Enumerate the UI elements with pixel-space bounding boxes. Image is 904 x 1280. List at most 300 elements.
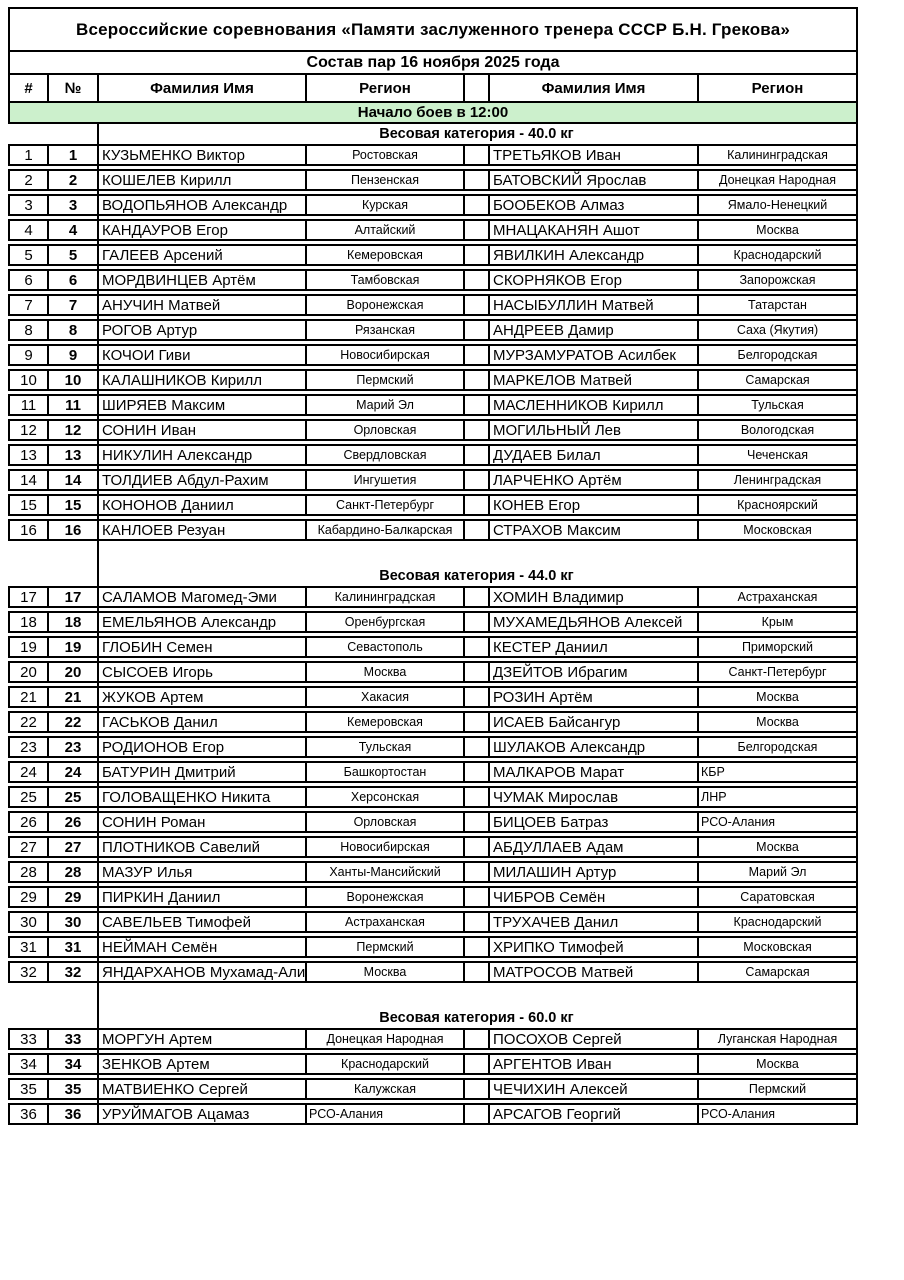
pair-row	[8, 419, 858, 441]
weight-category-label: Весовая категория - 44.0 кг	[379, 568, 574, 584]
athlete-left-name-cell: НЕЙМАН Семён	[97, 938, 305, 956]
pair-index-cell: 11	[20, 396, 37, 414]
pair-number-cell: 33	[47, 1030, 97, 1048]
athlete-left-region-cell: Рязанская	[305, 321, 463, 339]
athlete-right-region-cell: РСО-Алания	[697, 813, 856, 831]
athlete-left-region-cell: Орловская	[305, 813, 463, 831]
athlete-left-region-cell: Курская	[305, 196, 463, 214]
row-spacer-cell	[463, 613, 488, 631]
pair-index-cell: 7	[24, 296, 33, 314]
athlete-left-region-cell: Санкт-Петербург	[305, 496, 463, 514]
athlete-right-region-cell: Москва	[697, 713, 856, 731]
pair-number-cell: 11	[47, 396, 97, 414]
athlete-right-region-cell: Краснодарский	[697, 913, 856, 931]
athlete-right-name-cell: МУРЗАМУРАТОВ Асилбек	[488, 346, 697, 364]
athlete-right-region-cell: Калининградская	[697, 146, 856, 164]
row-spacer-cell	[463, 271, 488, 289]
athlete-right-region-cell: Москва	[697, 688, 856, 706]
row-spacer-cell	[463, 913, 488, 931]
athlete-left-name-cell: МАЗУР Илья	[97, 863, 305, 881]
athlete-right-region-cell: Тульская	[697, 396, 856, 414]
athlete-left-name-cell: ЗЕНКОВ Артем	[97, 1055, 305, 1073]
pair-row	[8, 611, 858, 633]
athlete-right-region-cell: Марий Эл	[697, 863, 856, 881]
column-header-spacer	[463, 75, 488, 101]
athlete-left-region-cell: Краснодарский	[305, 1055, 463, 1073]
athlete-right-region-cell: Москва	[697, 221, 856, 239]
composition-date-title	[8, 50, 858, 75]
athlete-right-region-cell: Белгородская	[697, 738, 856, 756]
athlete-right-name-cell: МИЛАШИН Артур	[488, 863, 697, 881]
pair-index-cell: 10	[20, 371, 37, 389]
weight-category-header	[8, 544, 858, 586]
athlete-right-name-cell: СТРАХОВ Максим	[488, 521, 697, 539]
athlete-right-name-cell: МУХАМЕДЬЯНОВ Алексей	[488, 613, 697, 631]
pair-number-cell: 1	[47, 146, 97, 164]
athlete-left-region-cell: Новосибирская	[305, 346, 463, 364]
pair-number-cell: 20	[47, 663, 97, 681]
athlete-left-name-cell: КАНЛОЕВ Резуан	[97, 521, 305, 539]
pair-row	[8, 519, 858, 541]
pair-index-cell: 17	[20, 588, 37, 606]
athlete-right-name-cell: ПОСОХОВ Сергей	[488, 1030, 697, 1048]
pair-index-cell: 9	[24, 346, 33, 364]
pair-row	[8, 344, 858, 366]
athlete-left-name-cell: НИКУЛИН Александр	[97, 446, 305, 464]
pair-row	[8, 936, 858, 958]
athlete-right-name-cell: ДУДАЕВ Билал	[488, 446, 697, 464]
pair-row	[8, 1028, 858, 1050]
pair-row	[8, 786, 858, 808]
pair-row	[8, 469, 858, 491]
row-spacer-cell	[463, 296, 488, 314]
pair-index-cell: 22	[20, 713, 37, 731]
athlete-left-name-cell: СЫСОЕВ Игорь	[97, 663, 305, 681]
pair-index-cell: 21	[20, 688, 37, 706]
athlete-left-region-cell: Севастополь	[305, 638, 463, 656]
column-header-name-left: Фамилия Имя	[97, 75, 305, 101]
pair-index-cell: 16	[20, 521, 37, 539]
pair-row	[8, 661, 858, 683]
athlete-right-name-cell: ХОМИН Владимир	[488, 588, 697, 606]
athlete-right-name-cell: ТРЕТЬЯКОВ Иван	[488, 146, 697, 164]
athlete-left-region-cell: РСО-Алания	[305, 1105, 463, 1123]
athlete-right-region-cell: Саратовская	[697, 888, 856, 906]
pairs-sheet	[8, 7, 858, 1128]
athlete-left-name-cell: СОНИН Иван	[97, 421, 305, 439]
athlete-left-name-cell: ТОЛДИЕВ Абдул-Рахим	[97, 471, 305, 489]
athlete-right-region-cell: ЛНР	[697, 788, 856, 806]
athlete-left-name-cell: ПЛОТНИКОВ Савелий	[97, 838, 305, 856]
athlete-right-name-cell: АРСАГОВ Георгий	[488, 1105, 697, 1123]
pair-row	[8, 1103, 858, 1125]
athlete-right-name-cell: ИСАЕВ Байсангур	[488, 713, 697, 731]
athlete-left-name-cell: КОНОНОВ Даниил	[97, 496, 305, 514]
athlete-left-name-cell: ЖУКОВ Артем	[97, 688, 305, 706]
athlete-right-region-cell: Санкт-Петербург	[697, 663, 856, 681]
start-time-banner	[8, 101, 858, 124]
column-header-number: №	[47, 75, 97, 101]
athlete-right-region-cell: Татарстан	[697, 296, 856, 314]
row-spacer-cell	[463, 471, 488, 489]
pair-number-cell: 2	[47, 171, 97, 189]
athlete-right-name-cell: БАТОВСКИЙ Ярослав	[488, 171, 697, 189]
row-spacer-cell	[463, 246, 488, 264]
athlete-left-name-cell: ЕМЕЛЬЯНОВ Александр	[97, 613, 305, 631]
row-spacer-cell	[463, 663, 488, 681]
pair-number-cell: 35	[47, 1080, 97, 1098]
athlete-left-name-cell: КУЗЬМЕНКО Виктор	[97, 146, 305, 164]
athlete-right-region-cell: РСО-Алания	[697, 1105, 856, 1123]
table-vertical-rule-left	[97, 124, 99, 1125]
pair-row	[8, 394, 858, 416]
athlete-right-region-cell: Ямало-Ненецкий	[697, 196, 856, 214]
pair-row	[8, 836, 858, 858]
pair-row	[8, 219, 858, 241]
pair-number-cell: 16	[47, 521, 97, 539]
pair-index-cell: 12	[20, 421, 37, 439]
pair-number-cell: 24	[47, 763, 97, 781]
row-spacer-cell	[463, 813, 488, 831]
pair-row	[8, 861, 858, 883]
athlete-left-name-cell: КАНДАУРОВ Егор	[97, 221, 305, 239]
athlete-right-region-cell: Пермский	[697, 1080, 856, 1098]
pair-index-cell: 32	[20, 963, 37, 981]
row-spacer-cell	[463, 396, 488, 414]
athlete-left-region-cell: Пермский	[305, 371, 463, 389]
athlete-right-name-cell: АБДУЛЛАЕВ Адам	[488, 838, 697, 856]
row-spacer-cell	[463, 171, 488, 189]
row-spacer-cell	[463, 688, 488, 706]
athlete-left-region-cell: Тульская	[305, 738, 463, 756]
pair-index-cell: 28	[20, 863, 37, 881]
athlete-right-name-cell: РОЗИН Артём	[488, 688, 697, 706]
athlete-right-name-cell: ЯВИЛКИН Александр	[488, 246, 697, 264]
athlete-right-name-cell: ЧЕЧИХИН Алексей	[488, 1080, 697, 1098]
row-spacer-cell	[463, 788, 488, 806]
pair-index-cell: 3	[24, 196, 33, 214]
pair-index-cell: 8	[24, 321, 33, 339]
row-spacer-cell	[463, 713, 488, 731]
athlete-left-region-cell: Марий Эл	[305, 396, 463, 414]
athlete-right-region-cell: Московская	[697, 521, 856, 539]
athlete-right-region-cell: Московская	[697, 938, 856, 956]
pair-number-cell: 5	[47, 246, 97, 264]
pair-index-cell: 31	[20, 938, 37, 956]
athlete-left-name-cell: РОГОВ Артур	[97, 321, 305, 339]
athlete-right-name-cell: ЧИБРОВ Семён	[488, 888, 697, 906]
row-spacer-cell	[463, 1080, 488, 1098]
athlete-right-region-cell: Луганская Народная	[697, 1030, 856, 1048]
athlete-right-region-cell: КБР	[697, 763, 856, 781]
pair-number-cell: 22	[47, 713, 97, 731]
row-spacer-cell	[463, 738, 488, 756]
row-spacer-cell	[463, 1030, 488, 1048]
pair-row	[8, 686, 858, 708]
pair-row	[8, 736, 858, 758]
pair-index-cell: 6	[24, 271, 33, 289]
athlete-right-region-cell: Самарская	[697, 371, 856, 389]
pair-number-cell: 30	[47, 913, 97, 931]
athlete-right-region-cell: Белгородская	[697, 346, 856, 364]
pair-index-cell: 36	[20, 1105, 37, 1123]
pair-number-cell: 26	[47, 813, 97, 831]
pair-number-cell: 31	[47, 938, 97, 956]
athlete-right-name-cell: ЛАРЧЕНКО Артём	[488, 471, 697, 489]
athlete-left-name-cell: АНУЧИН Матвей	[97, 296, 305, 314]
pair-row	[8, 761, 858, 783]
row-spacer-cell	[463, 371, 488, 389]
pair-index-cell: 19	[20, 638, 37, 656]
athlete-left-name-cell: МОРДВИНЦЕВ Артём	[97, 271, 305, 289]
athlete-right-name-cell: МАСЛЕННИКОВ Кирилл	[488, 396, 697, 414]
athlete-right-region-cell: Чеченская	[697, 446, 856, 464]
athlete-right-name-cell: АРГЕНТОВ Иван	[488, 1055, 697, 1073]
athlete-right-region-cell: Донецкая Народная	[697, 171, 856, 189]
athlete-left-name-cell: ПИРКИН Даниил	[97, 888, 305, 906]
pair-index-cell: 25	[20, 788, 37, 806]
row-spacer-cell	[463, 496, 488, 514]
pair-row	[8, 961, 858, 983]
pair-index-cell: 13	[20, 446, 37, 464]
pair-row	[8, 169, 858, 191]
pair-index-cell: 26	[20, 813, 37, 831]
athlete-right-name-cell: НАСЫБУЛЛИН Матвей	[488, 296, 697, 314]
athlete-left-region-cell: Воронежская	[305, 296, 463, 314]
athlete-left-region-cell: Пермский	[305, 938, 463, 956]
pair-number-cell: 4	[47, 221, 97, 239]
athlete-left-region-cell: Ростовская	[305, 146, 463, 164]
athlete-left-name-cell: РОДИОНОВ Егор	[97, 738, 305, 756]
column-header-row	[8, 73, 858, 103]
athlete-right-region-cell: Москва	[697, 1055, 856, 1073]
pair-index-cell: 4	[24, 221, 33, 239]
row-spacer-cell	[463, 446, 488, 464]
pair-number-cell: 27	[47, 838, 97, 856]
row-spacer-cell	[463, 196, 488, 214]
pair-index-cell: 24	[20, 763, 37, 781]
row-spacer-cell	[463, 421, 488, 439]
athlete-left-name-cell: БАТУРИН Дмитрий	[97, 763, 305, 781]
pair-index-cell: 33	[20, 1030, 37, 1048]
pair-row	[8, 1078, 858, 1100]
pair-number-cell: 8	[47, 321, 97, 339]
athlete-left-region-cell: Кабардино-Балкарская	[305, 521, 463, 539]
row-spacer-cell	[463, 638, 488, 656]
pair-number-cell: 9	[47, 346, 97, 364]
athlete-left-region-cell: Тамбовская	[305, 271, 463, 289]
athlete-right-region-cell: Запорожская	[697, 271, 856, 289]
athlete-left-name-cell: СОНИН Роман	[97, 813, 305, 831]
row-spacer-cell	[463, 1055, 488, 1073]
athlete-left-name-cell: ЯНДАРХАНОВ Мухамад-Али	[97, 963, 305, 981]
athlete-left-region-cell: Воронежская	[305, 888, 463, 906]
pair-number-cell: 7	[47, 296, 97, 314]
pair-index-cell: 14	[20, 471, 37, 489]
pair-number-cell: 19	[47, 638, 97, 656]
pair-row	[8, 711, 858, 733]
athlete-left-region-cell: Алтайский	[305, 221, 463, 239]
table-vertical-rule-right	[856, 124, 858, 1125]
pair-row	[8, 1053, 858, 1075]
pair-row	[8, 269, 858, 291]
pair-index-cell: 20	[20, 663, 37, 681]
athlete-right-name-cell: СКОРНЯКОВ Егор	[488, 271, 697, 289]
athlete-left-name-cell: ГАСЬКОВ Данил	[97, 713, 305, 731]
pair-index-cell: 5	[24, 246, 33, 264]
athlete-right-name-cell: МАЛКАРОВ Марат	[488, 763, 697, 781]
pair-row	[8, 636, 858, 658]
athlete-left-name-cell: САЛАМОВ Магомед-Эми	[97, 588, 305, 606]
pair-index-cell: 23	[20, 738, 37, 756]
pair-number-cell: 15	[47, 496, 97, 514]
athlete-right-region-cell: Ленинградская	[697, 471, 856, 489]
athlete-left-region-cell: Москва	[305, 663, 463, 681]
column-header-name-right: Фамилия Имя	[488, 75, 697, 101]
athlete-left-region-cell: Херсонская	[305, 788, 463, 806]
athlete-left-name-cell: ГОЛОВАЩЕНКО Никита	[97, 788, 305, 806]
athlete-left-name-cell: МОРГУН Артем	[97, 1030, 305, 1048]
athlete-left-name-cell: МАТВИЕНКО Сергей	[97, 1080, 305, 1098]
athlete-right-region-cell: Красноярский	[697, 496, 856, 514]
athlete-left-region-cell: Орловская	[305, 421, 463, 439]
athlete-left-name-cell: КОШЕЛЕВ Кирилл	[97, 171, 305, 189]
pair-number-cell: 14	[47, 471, 97, 489]
pair-number-cell: 25	[47, 788, 97, 806]
athlete-left-name-cell: ШИРЯЕВ Максим	[97, 396, 305, 414]
athlete-right-name-cell: МНАЦАКАНЯН Ашот	[488, 221, 697, 239]
tournament-title-text: Всероссийские соревнования «Памяти заслуженного тренера СССР Б.Н. Грекова»	[75, 19, 791, 39]
weight-category-label: Весовая категория - 40.0 кг	[379, 126, 574, 142]
athlete-left-name-cell: ГАЛЕЕВ Арсений	[97, 246, 305, 264]
athlete-right-name-cell: ХРИПКО Тимофей	[488, 938, 697, 956]
athlete-left-name-cell: САВЕЛЬЕВ Тимофей	[97, 913, 305, 931]
athlete-right-region-cell: Самарская	[697, 963, 856, 981]
row-spacer-cell	[463, 763, 488, 781]
athlete-left-region-cell: Калужская	[305, 1080, 463, 1098]
pair-number-cell: 18	[47, 613, 97, 631]
weight-category-label: Весовая категория - 60.0 кг	[379, 1010, 574, 1026]
athlete-left-name-cell: УРУЙМАГОВ Ацамаз	[97, 1105, 305, 1123]
pair-row	[8, 586, 858, 608]
pair-index-cell: 2	[24, 171, 33, 189]
pair-number-cell: 32	[47, 963, 97, 981]
athlete-right-name-cell: ШУЛАКОВ Александр	[488, 738, 697, 756]
pairs-table-body	[8, 124, 858, 1125]
pair-row	[8, 444, 858, 466]
athlete-left-name-cell: КАЛАШНИКОВ Кирилл	[97, 371, 305, 389]
row-spacer-cell	[463, 521, 488, 539]
column-header-region-right: Регион	[697, 75, 856, 101]
athlete-right-name-cell: ДЗЕЙТОВ Ибрагим	[488, 663, 697, 681]
athlete-right-name-cell: КЕСТЕР Даниил	[488, 638, 697, 656]
pair-number-cell: 34	[47, 1055, 97, 1073]
athlete-left-name-cell: КОЧОИ Гиви	[97, 346, 305, 364]
row-spacer-cell	[463, 888, 488, 906]
athlete-left-region-cell: Кемеровская	[305, 246, 463, 264]
athlete-right-name-cell: МАРКЕЛОВ Матвей	[488, 371, 697, 389]
athlete-left-name-cell: ГЛОБИН Семен	[97, 638, 305, 656]
pair-number-cell: 23	[47, 738, 97, 756]
athlete-left-region-cell: Хакасия	[305, 688, 463, 706]
pair-index-cell: 15	[20, 496, 37, 514]
athlete-left-region-cell: Новосибирская	[305, 838, 463, 856]
athlete-right-region-cell: Приморский	[697, 638, 856, 656]
athlete-left-region-cell: Пензенская	[305, 171, 463, 189]
pair-number-cell: 28	[47, 863, 97, 881]
athlete-right-region-cell: Краснодарский	[697, 246, 856, 264]
athlete-left-region-cell: Москва	[305, 963, 463, 981]
row-spacer-cell	[463, 963, 488, 981]
pair-number-cell: 12	[47, 421, 97, 439]
column-header-index: #	[24, 79, 33, 97]
pair-row	[8, 294, 858, 316]
pair-row	[8, 244, 858, 266]
pair-row	[8, 144, 858, 166]
weight-category-header	[8, 124, 858, 144]
pair-row	[8, 369, 858, 391]
row-spacer-cell	[463, 146, 488, 164]
athlete-left-region-cell: Астраханская	[305, 913, 463, 931]
athlete-left-region-cell: Оренбургская	[305, 613, 463, 631]
pair-index-cell: 29	[20, 888, 37, 906]
pair-row	[8, 886, 858, 908]
pair-index-cell: 34	[20, 1055, 37, 1073]
pair-row	[8, 494, 858, 516]
athlete-right-name-cell: БИЦОЕВ Батраз	[488, 813, 697, 831]
pair-number-cell: 3	[47, 196, 97, 214]
athlete-right-name-cell: КОНЕВ Егор	[488, 496, 697, 514]
athlete-right-region-cell: Крым	[697, 613, 856, 631]
row-spacer-cell	[463, 346, 488, 364]
pair-index-cell: 18	[20, 613, 37, 631]
pair-number-cell: 6	[47, 271, 97, 289]
row-spacer-cell	[463, 838, 488, 856]
athlete-left-region-cell: Ханты-Мансийский	[305, 863, 463, 881]
pair-row	[8, 319, 858, 341]
athlete-left-region-cell: Калининградская	[305, 588, 463, 606]
pair-row	[8, 811, 858, 833]
pair-row	[8, 911, 858, 933]
athlete-left-region-cell: Башкортостан	[305, 763, 463, 781]
athlete-right-region-cell: Астраханская	[697, 588, 856, 606]
pair-row	[8, 194, 858, 216]
row-spacer-cell	[463, 1105, 488, 1123]
athlete-left-name-cell: ВОДОПЬЯНОВ Александр	[97, 196, 305, 214]
pair-number-cell: 13	[47, 446, 97, 464]
athlete-right-region-cell: Москва	[697, 838, 856, 856]
athlete-left-region-cell: Ингушетия	[305, 471, 463, 489]
pair-number-cell: 17	[47, 588, 97, 606]
row-spacer-cell	[463, 221, 488, 239]
composition-date-text: Состав пар 16 ноября 2025 года	[306, 53, 560, 71]
athlete-right-name-cell: МОГИЛЬНЫЙ Лев	[488, 421, 697, 439]
row-spacer-cell	[463, 588, 488, 606]
athlete-right-name-cell: БООБЕКОВ Алмаз	[488, 196, 697, 214]
start-time-text: Начало боев в 12:00	[357, 104, 509, 121]
athlete-right-region-cell: Вологодская	[697, 421, 856, 439]
pair-number-cell: 21	[47, 688, 97, 706]
pair-index-cell: 27	[20, 838, 37, 856]
pair-number-cell: 10	[47, 371, 97, 389]
athlete-right-name-cell: МАТРОСОВ Матвей	[488, 963, 697, 981]
weight-category-header	[8, 986, 858, 1028]
pair-number-cell: 29	[47, 888, 97, 906]
pair-index-cell: 35	[20, 1080, 37, 1098]
athlete-right-name-cell: АНДРЕЕВ Дамир	[488, 321, 697, 339]
athlete-left-region-cell: Свердловская	[305, 446, 463, 464]
pair-number-cell: 36	[47, 1105, 97, 1123]
